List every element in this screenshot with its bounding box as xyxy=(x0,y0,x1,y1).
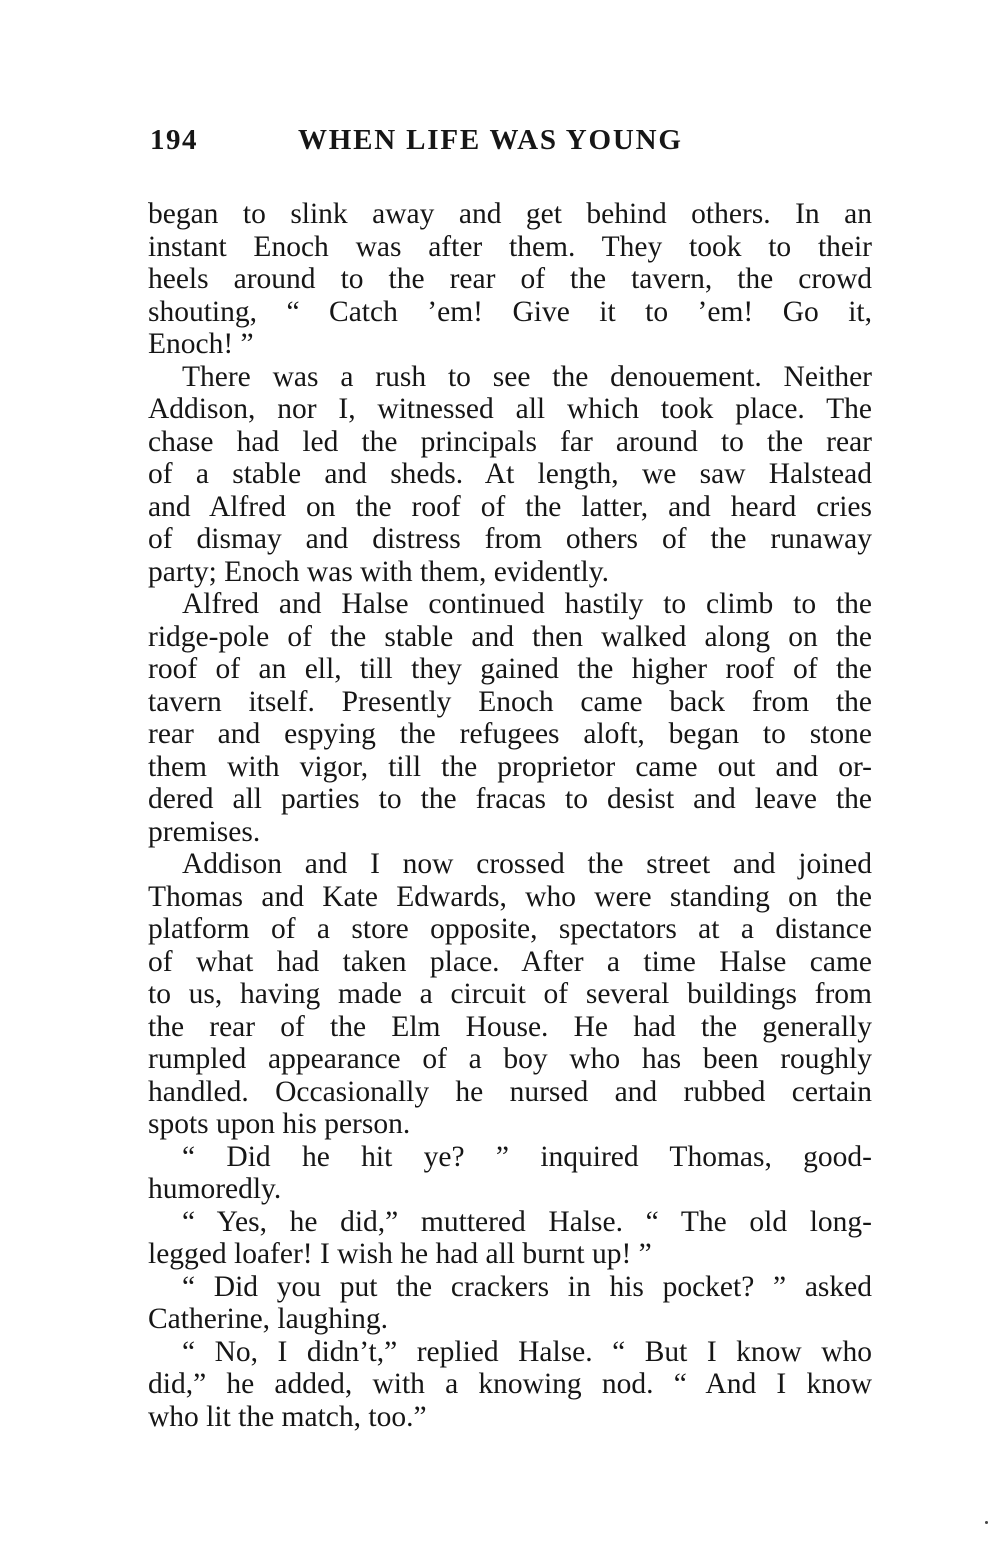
text-line: platform of a store opposite, spectators at a distance xyxy=(148,913,872,945)
text-line: instant Enoch was after them. They took to their xyxy=(148,230,872,263)
text-line: and Alfred on the roof of the latter, and heard cries xyxy=(148,490,872,523)
text-line: them with vigor, till the proprietor came out and or- xyxy=(148,750,872,783)
text-line: ridge-pole of the stable and then walked along on the xyxy=(148,620,872,653)
text-line: Catherine, laughing. xyxy=(148,1303,389,1335)
page-header xyxy=(150,124,870,164)
text-line: of dismay and distress from others of the runaway xyxy=(148,523,872,555)
text-line: Enoch! ” xyxy=(148,328,254,360)
text-line: who lit the match, too.” xyxy=(148,1400,427,1433)
page-body xyxy=(148,198,872,1433)
text-line: “ Did you put the crackers in his pocket? ” asked xyxy=(182,1270,872,1303)
text-line: rear and espying the refugees aloft, began to stone xyxy=(148,718,872,750)
text-line: to us, having made a circuit of several buildings from xyxy=(148,978,872,1010)
text-line: heels around to the rear of the tavern, the crowd xyxy=(148,263,872,295)
text-line: of a stable and sheds. At length, we saw Halstead xyxy=(148,458,872,490)
text-line: premises. xyxy=(148,815,261,848)
text-line: “ Yes, he did,” muttered Halse. “ The old long- xyxy=(182,1205,872,1238)
scan-speck xyxy=(985,1521,988,1524)
text-line: rumpled appearance of a boy who has been roughly xyxy=(148,1043,872,1075)
text-line: Addison, nor I, witnessed all which took place. The xyxy=(148,393,872,425)
text-line: did,” he added, with a knowing nod. “ And I know xyxy=(148,1368,872,1400)
text-line: chase had led the principals far around to the rear xyxy=(148,425,872,458)
page-number: 194 xyxy=(150,124,198,156)
text-line: There was a rush to see the denouement. Neither xyxy=(182,360,872,393)
text-line: began to slink away and get behind others. In an xyxy=(148,198,872,230)
running-title: WHEN LIFE WAS YOUNG xyxy=(298,124,683,156)
text-line: of what had taken place. After a time Halse came xyxy=(148,945,872,978)
text-line: humoredly. xyxy=(148,1173,282,1205)
text-line: tavern itself. Presently Enoch came back from the xyxy=(148,685,872,718)
text-line: Thomas and Kate Edwards, who were standing on the xyxy=(148,880,872,913)
text-line: spots upon his person. xyxy=(148,1108,411,1140)
text-line: “ No, I didn’t,” replied Halse. “ But I know who xyxy=(182,1335,872,1368)
text-line: the rear of the Elm House. He had the generally xyxy=(148,1010,872,1043)
text-line: party; Enoch was with them, evidently. xyxy=(148,555,609,588)
text-line: handled. Occasionally he nursed and rubbed certain xyxy=(148,1075,872,1108)
text-line: “ Did he hit ye? ” inquired Thomas, good- xyxy=(182,1140,872,1173)
text-line: dered all parties to the fracas to desist and leave the xyxy=(148,783,872,815)
text-line: Alfred and Halse continued hastily to climb to the xyxy=(182,588,872,620)
text-line: roof of an ell, till they gained the higher roof of the xyxy=(148,653,872,685)
text-line: Addison and I now crossed the street and joined xyxy=(182,848,872,880)
text-line: shouting, “ Catch ’em! Give it to ’em! Go it, xyxy=(148,295,872,328)
text-line: legged loafer! I wish he had all burnt up! ” xyxy=(148,1238,652,1270)
